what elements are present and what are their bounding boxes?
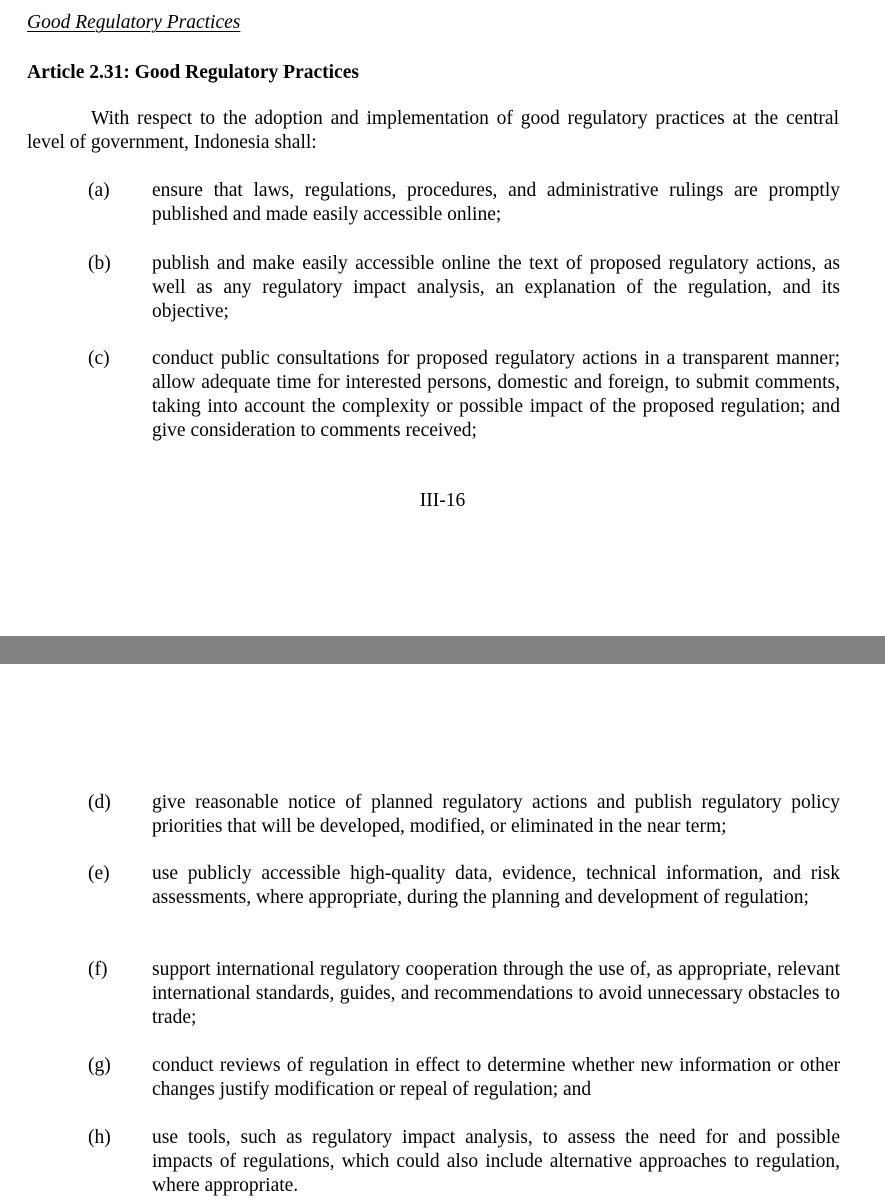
clause-text: publish and make easily accessible online the text of proposed regulatory actions, as well as any regulatory impact analysis, an explanation of the regulation, and its objective; bbox=[152, 253, 840, 322]
article-intro: With respect to the adoption and implementation of good regulatory practices at the central level of government, Indonesia shall: bbox=[27, 108, 839, 153]
page-separator bbox=[0, 636, 885, 664]
clause-text: give reasonable notice of planned regulatory actions and publish regulatory policy priorities that will be developed, modified, or eliminated in the near term; bbox=[152, 792, 840, 837]
clause-text: use publicly accessible high-quality data, evidence, technical information, and risk assessments, where appropriate, during the planning and development of regulation; bbox=[152, 863, 840, 908]
clause-text: ensure that laws, regulations, procedures, and administrative rulings are promptly published and made easily accessible online; bbox=[152, 180, 840, 225]
clause-text: use tools, such as regulatory impact analysis, to assess the need for and possible impacts of regulations, which could also include alternative approaches to regulation, where appropriate. bbox=[152, 1127, 840, 1196]
clause-letter: (a) bbox=[88, 180, 110, 201]
clause-letter: (f) bbox=[88, 959, 108, 980]
clause-letter: (g) bbox=[88, 1055, 111, 1076]
clause-letter: (c) bbox=[88, 348, 110, 369]
clause-h bbox=[88, 1126, 840, 1198]
clause-e bbox=[88, 862, 840, 910]
clause-letter: (b) bbox=[88, 253, 111, 274]
section-header-link[interactable]: Good Regulatory Practices bbox=[27, 12, 241, 33]
clause-letter: (d) bbox=[88, 792, 111, 813]
clause-g bbox=[88, 1054, 840, 1102]
clause-letter: (e) bbox=[88, 863, 110, 884]
document-page-lower bbox=[0, 664, 885, 1200]
page-number: III-16 bbox=[419, 490, 466, 511]
clause-a bbox=[88, 179, 840, 227]
clause-text: conduct reviews of regulation in effect to determine whether new information or other changes justify modification or repeal of regulation; and bbox=[152, 1055, 840, 1100]
clause-text: support international regulatory cooperation through the use of, as appropriate, relevant international standards, guides, and recommendations to avoid unnecessary obstacles to trade; bbox=[152, 959, 840, 1028]
clause-text: conduct public consultations for proposed regulatory actions in a transparent manner; allow adequate time for interested persons, domestic and foreign, to submit comments, taking into account the complexity or possible impact of the proposed regulation; and give consideration to comments received; bbox=[152, 348, 840, 441]
clause-b bbox=[88, 252, 840, 324]
clause-f bbox=[88, 958, 840, 1030]
clause-c bbox=[88, 347, 840, 443]
clause-letter: (h) bbox=[88, 1127, 111, 1148]
clause-d bbox=[88, 791, 840, 839]
article-title: Article 2.31: Good Regulatory Practices bbox=[27, 62, 359, 83]
